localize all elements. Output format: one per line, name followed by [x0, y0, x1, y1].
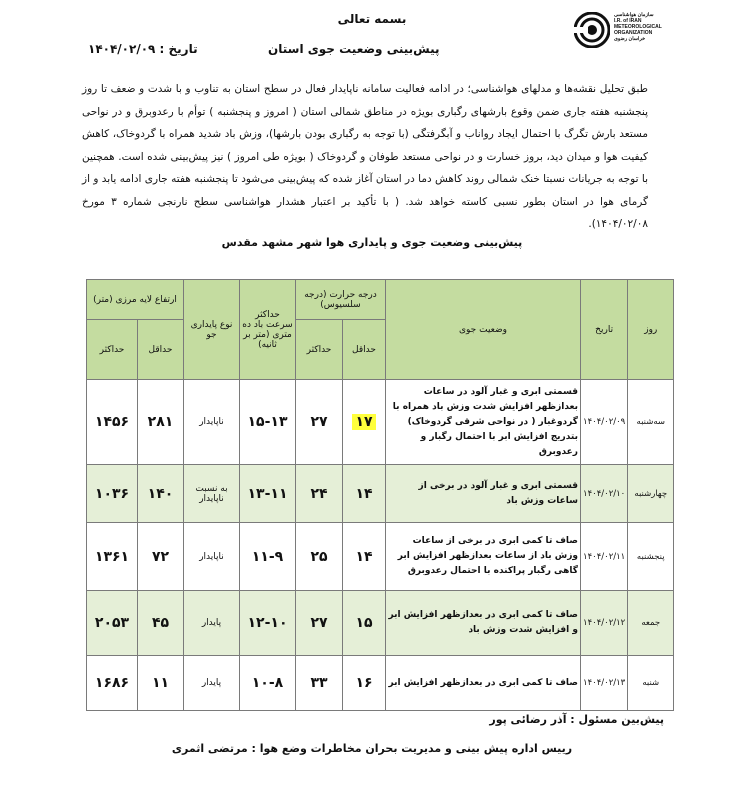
- cell-date: ۱۴۰۴/۰۲/۱۰: [581, 465, 628, 523]
- cell-weather: قسمتی ابری و غبار آلود در ساعات بعدازظهر افزایش شدت وزش باد همراه با گردوغبار ( در نواحی شرقی گردوخاک) بتدریج افزایش ابر با احتمال رگبار و رعدوبرق: [386, 380, 581, 465]
- responsible-forecaster: پیش‌بین مسئول : آذر رضائی پور: [489, 713, 664, 726]
- header-stability: نوع پایداری جو: [184, 280, 240, 380]
- cell-temp-min: ۱۴: [343, 523, 386, 591]
- cell-height-max: ۲۰۵۳: [87, 591, 138, 656]
- cell-temp-max: ۲۴: [296, 465, 343, 523]
- table-title: پیش‌بینی وضعیت جوی و پایداری هوا شهر مشهد مقدس: [221, 236, 523, 249]
- logo-text: سازمان هواشناسی I.R. of IRAN METEOROLOGICAL ORGANIZATION خراسان رضوی: [614, 12, 662, 42]
- cell-weather: صاف تا کمی ابری در بعدازظهر افزایش ابر و افزایش شدت وزش باد: [386, 591, 581, 656]
- table-row: [87, 656, 674, 711]
- header-weather: وضعیت جوی: [386, 280, 581, 380]
- page-title: پیش‌بینی وضعیت جوی استان: [268, 42, 440, 56]
- table-row: [87, 523, 674, 591]
- cell-date: ۱۴۰۴/۰۲/۰۹: [581, 380, 628, 465]
- cell-day: شنبه: [628, 656, 674, 711]
- cell-temp-max: ۲۷: [296, 380, 343, 465]
- cell-height-min: ۱۴۰: [138, 465, 184, 523]
- basmala-heading: بسمه تعالی: [337, 12, 407, 26]
- cell-date: ۱۴۰۴/۰۲/۱۳: [581, 656, 628, 711]
- table-row: [87, 380, 674, 465]
- cell-wind: ۱۱-۹: [240, 523, 296, 591]
- cell-height-max: ۱۶۸۶: [87, 656, 138, 711]
- cell-stability: ناپایدار: [184, 380, 240, 465]
- cell-day: جمعه: [628, 591, 674, 656]
- cell-temp-min: ۱۶: [343, 656, 386, 711]
- cell-height-max: ۱۳۶۱: [87, 523, 138, 591]
- cell-height-max: ۱۴۵۶: [87, 380, 138, 465]
- header-temp-min: حداقل: [343, 320, 386, 380]
- table-row: [87, 591, 674, 656]
- cell-height-min: ۴۵: [138, 591, 184, 656]
- cell-temp-max: ۳۳: [296, 656, 343, 711]
- forecast-paragraph: طبق تحلیل نقشه‌ها و مدلهای هواشناسی؛ در ادامه فعالیت سامانه ناپایدار فعال در سطح استان به تناوب و با شدت و ضعف تا روز پنجشنبه هفته جاری ضمن وقوع بارشهای رگباری بویژه در مناطق شمالی استان ( امروز و پنجشنبه ) توأم با رعدوبرق و در نواحی مستعد بارش تگرگ با احتمال ایجاد رواناب و آبگرفتگی (با توجه به رگباری بودن بارشها)، وزش باد شدید همراه با گردوخاک، کاهش کیفیت هوا و میدان دید، بروز خسارت و در نواحی مستعد طوفان و گردوخاک ( بویژه طی امروز ) نیز پیش‌بینی شده است. همچنین با توجه به جریانات نسبتا خنک شمالی روند کاهش دما در استان آغاز شده که پیش‌بینی می‌شود تا پنجشنبه هفته جاری ادامه یابد و از گرمای هوا در استان بطور نسبی کاسته خواهد شد. ( با تأکید بر اعتبار هشدار هواشناسی سطح نارنجی شماره ۳ مورخ ۱۴۰۴/۰۲/۰۸).: [82, 83, 648, 230]
- cell-stability: ناپایدار: [184, 523, 240, 591]
- cell-height-min: ۱۱: [138, 656, 184, 711]
- cell-wind: ۱۳-۱۱: [240, 465, 296, 523]
- cell-height-min: ۲۸۱: [138, 380, 184, 465]
- cell-day: چهارشنبه: [628, 465, 674, 523]
- highlighted-value: ۱۷: [352, 414, 375, 430]
- cell-weather: صاف تا کمی ابری در برخی از ساعات وزش باد از ساعات بعدازظهر افزایش ابر گاهی رگبار پراکنده با احتمال رعدوبرق: [386, 523, 581, 591]
- cell-temp-min: [343, 380, 386, 465]
- cell-temp-max: ۲۵: [296, 523, 343, 591]
- cell-temp-max: ۲۷: [296, 591, 343, 656]
- table-header-row: [87, 280, 674, 320]
- department-chief: رییس اداره پیش بینی و مدیریت بحران مخاطرات وضع هوا : مرتضی اثمری: [171, 742, 573, 755]
- cell-height-min: ۷۲: [138, 523, 184, 591]
- cell-weather: صاف تا کمی ابری در بعدازظهر افزایش ابر: [386, 656, 581, 711]
- cell-wind: ۱۵-۱۳: [240, 380, 296, 465]
- forecast-table: [86, 279, 674, 711]
- table-row: [87, 465, 674, 523]
- spiral-logo-icon: [574, 12, 610, 48]
- cell-height-max: ۱۰۳۶: [87, 465, 138, 523]
- cell-stability: پایدار: [184, 656, 240, 711]
- cell-date: ۱۴۰۴/۰۲/۱۱: [581, 523, 628, 591]
- cell-wind: ۱۲-۱۰: [240, 591, 296, 656]
- header-mixing-height: ارتفاع لایه مرزی (متر): [87, 280, 184, 320]
- header-day: روز: [628, 280, 674, 380]
- cell-weather: قسمتی ابری و غبار آلود در برخی از ساعات وزش باد: [386, 465, 581, 523]
- cell-temp-min: ۱۵: [343, 591, 386, 656]
- cell-wind: ۱۰-۸: [240, 656, 296, 711]
- header-height-min: حداقل: [138, 320, 184, 380]
- cell-date: ۱۴۰۴/۰۲/۱۲: [581, 591, 628, 656]
- cell-day: سه‌شنبه: [628, 380, 674, 465]
- report-date: تاریخ : ۱۴۰۴/۰۲/۰۹: [88, 42, 198, 56]
- cell-stability: پایدار: [184, 591, 240, 656]
- cell-temp-min: ۱۴: [343, 465, 386, 523]
- header-temperature: درجه حرارت (درجه سلسیوس): [296, 280, 386, 320]
- cell-stability: به نسبت ناپایدار: [184, 465, 240, 523]
- header-temp-max: حداکثر: [296, 320, 343, 380]
- cell-day: پنجشنبه: [628, 523, 674, 591]
- meteorological-organization-logo: [574, 12, 662, 56]
- header-wind: حداکثر سرعت باد ده متری (متر بر ثانیه): [240, 280, 296, 380]
- header-date: تاریخ: [581, 280, 628, 380]
- header-height-max: حداکثر: [87, 320, 138, 380]
